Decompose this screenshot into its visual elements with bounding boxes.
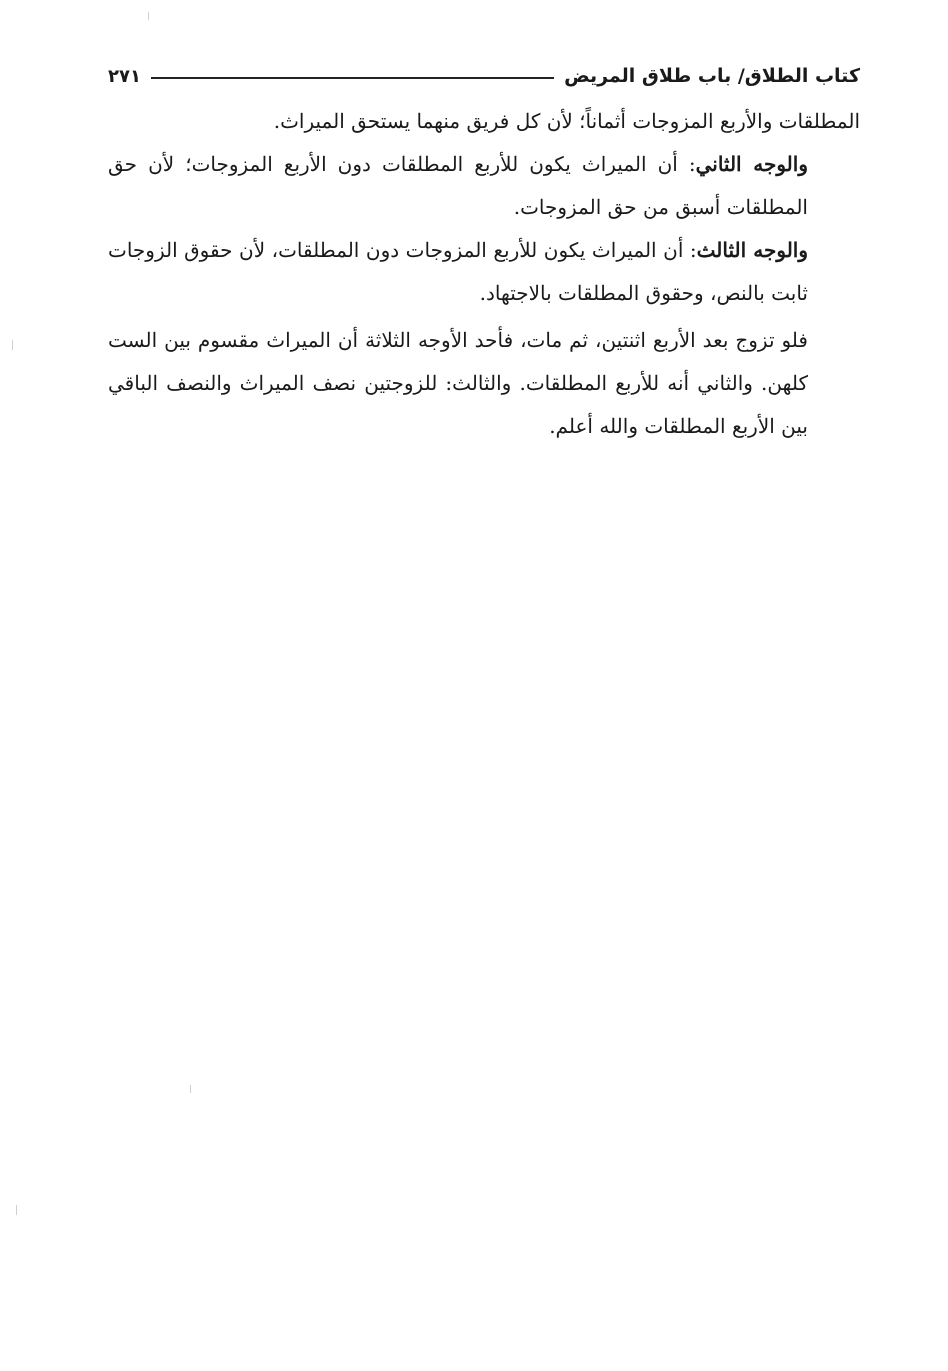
paragraph-text: المطلقات والأربع المزوجات أثماناً؛ لأن كل فريق منهما يستحق الميراث. xyxy=(273,109,860,133)
body-text xyxy=(108,100,860,448)
paragraph-text: فلو تزوج بعد الأربع اثنتين، ثم مات، فأحد الأوجه الثلاثة أن الميراث مقسوم بين الست كلهن. والثاني أنه للأربع المطلقات. والثالث: للزوجتين نصف الميراث والنصف الباقي بين الأربع المطلقات والله أعلم. xyxy=(108,328,808,438)
paragraph-continuation xyxy=(108,100,860,143)
chapter-title: كتاب الطلاق/ باب طلاق المريض xyxy=(564,65,860,87)
paragraph-second-view xyxy=(108,143,860,229)
paragraph-text: : أن الميراث يكون للأربع المطلقات دون الأربع المزوجات؛ لأن حق المطلقات أسبق من حق المزوجات. xyxy=(108,152,808,219)
paragraph-text: : أن الميراث يكون للأربع المزوجات دون المطلقات، لأن حقوق الزوجات ثابت بالنص، وحقوق المطلقات بالاجتهاد. xyxy=(108,238,808,305)
paragraph-lead: والوجه الثاني xyxy=(695,152,808,176)
running-header xyxy=(108,60,860,92)
scan-speck xyxy=(12,340,13,350)
paragraph-remarriage-case xyxy=(108,319,860,448)
page-number: ٢٧١ xyxy=(108,65,141,87)
scan-speck xyxy=(148,12,149,20)
paragraph-lead: والوجه الثالث xyxy=(696,238,809,262)
scan-speck xyxy=(190,1085,191,1093)
paragraph-third-view xyxy=(108,229,860,315)
header-rule xyxy=(151,77,554,79)
scan-speck xyxy=(16,1205,17,1215)
